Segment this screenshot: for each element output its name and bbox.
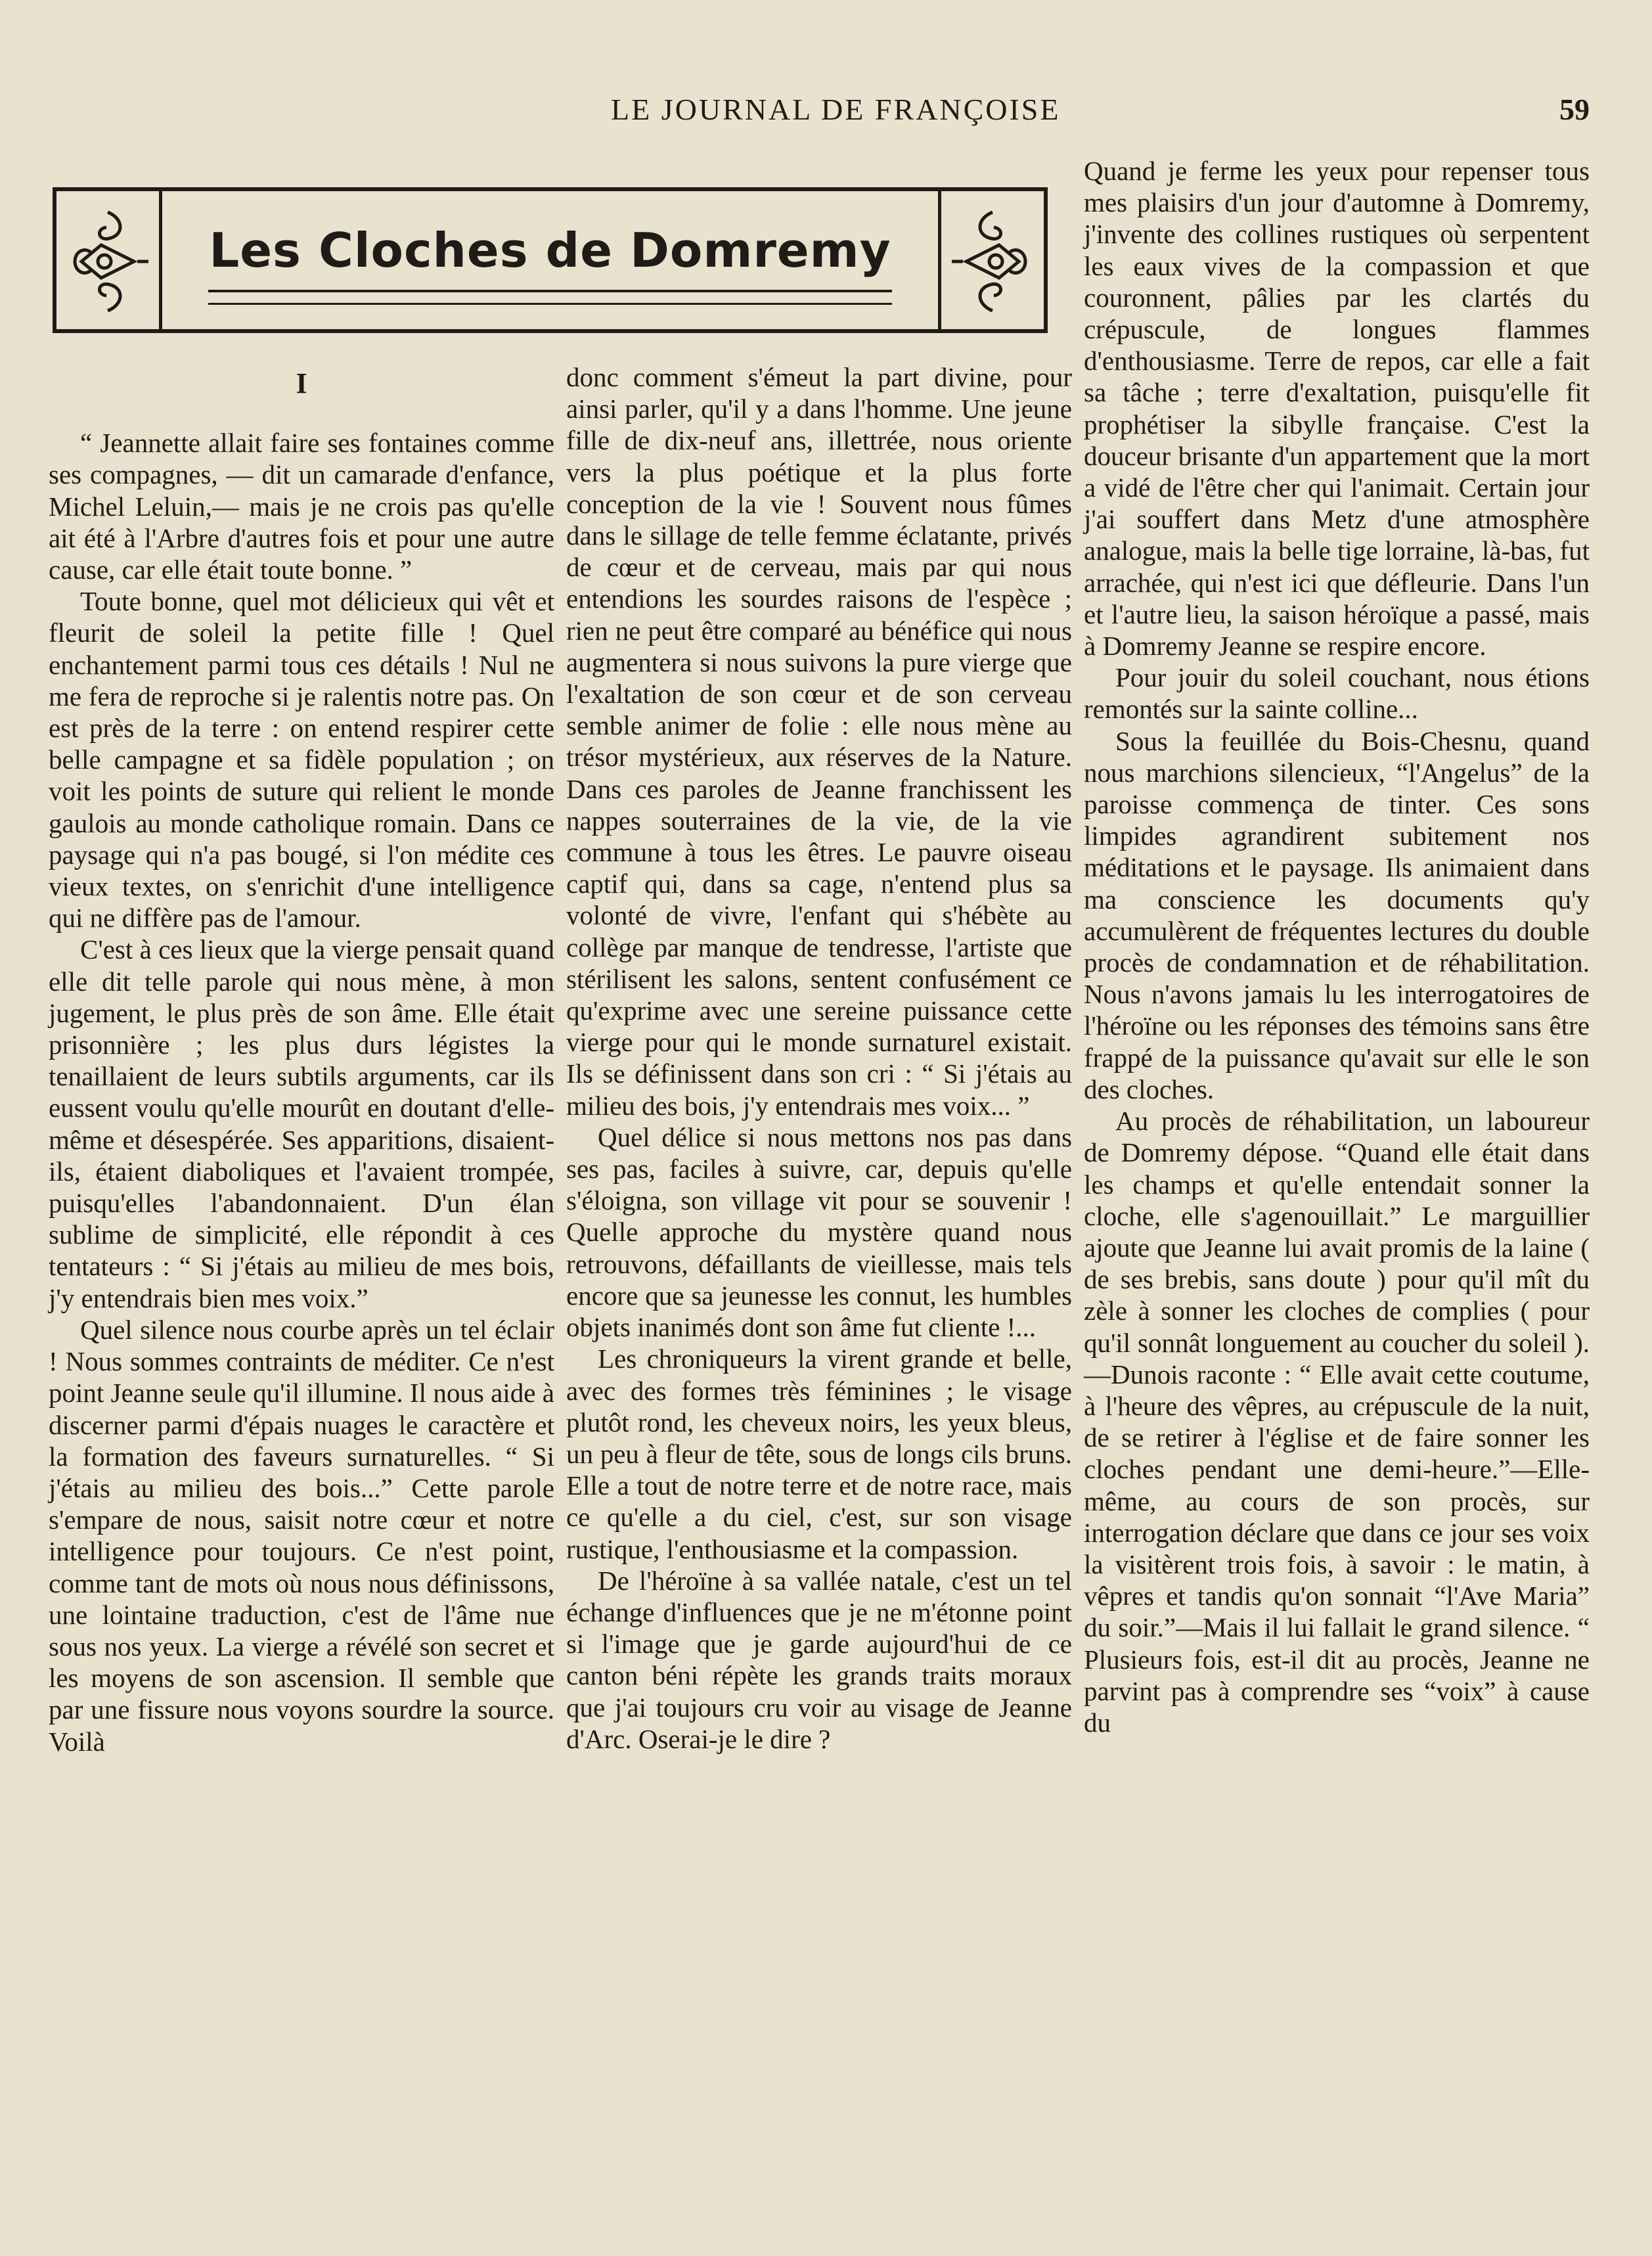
paragraph: Toute bonne, quel mot délicieux qui vêt et fleurit de soleil la petite fille ! Quel enchantement parmi tous ces détails ! Nul ne me fera de reproche si je ralentis notre pas. On est près de la terre : on entend respirer cette belle campagne et sa fidèle population ; on voit les points de suture qui relient le monde gaulois au monde catholique romain. Dans ce paysage qui n'a pas bougé, si l'on médite ces vieux textes, on s'enrichit d'une intelligence qui ne diffère pas de l'amour. xyxy=(49,586,554,934)
article-title: Les Cloches de Domremy xyxy=(209,223,891,278)
paragraph: Les chroniqueurs la virent grande et belle, avec des formes très féminines ; le visage plutôt rond, les cheveux noirs, les yeux bleus, un peu à fleur de tête, sous de longs cils bruns. Elle a tout de notre terre et de notre race, mais ce qu'elle a du ciel, c'est, sur son visage rustique, l'enthousiasme et la compassion. xyxy=(566,1343,1072,1564)
text-column-3 xyxy=(1084,155,1590,1738)
paragraph: Au procès de réhabilitation, un laboureur de Domremy dépose. “Quand elle était dans les champs et qu'elle entendait sonner la cloche, elle s'agenouillait.” Le marguillier ajoute que Jeanne lui avait promis de la laine ( de ses brebis, sans doute ) pour qu'il mît du zèle à sonner les cloches de complies ( pour qu'il sonnât longuement au coucher du soleil ).—Dunois raconte : “ Elle avait cette coutume, à l'heure des vêpres, au crépuscule de la nuit, de se retirer à l'église et de faire sonner les cloches pendant une demi-heure.”—Elle-même, au cours de son procès, sur interrogation déclare que dans ce jour ses voix la visitèrent trois fois, à savoir : le matin, à vêpres et tandis qu'on sonnait “l'Ave Maria” du soir.”—Mais il lui fallait le grand silence. “ Plusieurs fois, est-il dit au procès, Jeanne ne parvint pas à comprendre ses “voix” à cause du xyxy=(1084,1106,1590,1738)
paragraph: C'est à ces lieux que la vierge pensait quand elle dit telle parole qui nous mène, à mon jugement, le plus près de son âme. Elle était prisonnière ; les plus durs légistes la tenaillaient de leurs subtils arguments, car ils eussent voulu qu'elle mourût en doutant d'elle-même et désespérée. Ses apparitions, disaient-ils, étaient diaboliques et l'avaient trompée, puisqu'elles l'abandonnaient. D'un élan sublime de simplicité, elle répondit à ces tentateurs : “ Si j'étais au milieu de mes bois, j'y entendrais bien mes voix.” xyxy=(49,934,554,1313)
right-ornament-icon xyxy=(947,206,1038,317)
paragraph: donc comment s'émeut la part divine, pour ainsi parler, qu'il y a dans l'homme. Une jeune fille de dix-neuf ans, illettrée, nous oriente vers la plus poétique et la plus forte conception de la vie ! Souvent nous fûmes dans le sillage de telle femme éclatante, privés de cœur et de cerveau, mais par qui nous entendions les sourdes raisons de l'espèce ; rien ne peut être comparé au bénéfice qui nous augmentera si nous suivons la pure vierge que l'exaltation de son cœur et de son cerveau semble animer de folie : elle nous mène au trésor mystérieux, aux réserves de la Nature. Dans ces paroles de Jeanne franchissent les nappes souterraines de la vie, de la vie commune à tous les êtres. Le pauvre oiseau captif qui, dans sa cage, n'entend plus sa volonté de vivre, l'enfant qui s'hébète au collège par manque de tendresse, l'artiste que stérilisent les salons, sentent confusément ce qu'exprime avec une sereine puissance cette vierge pour qui le monde surnaturel existait. Ils se définissent dans son cri : “ Si j'étais au milieu des bois, j'y entendrais mes voix... ” xyxy=(566,362,1072,1121)
article-title-box xyxy=(53,187,1048,333)
paragraph: Quand je ferme les yeux pour repenser tous mes plaisirs d'un jour d'automne à Domremy, j'invente des collines rustiques où serpentent les eaux vives de la compassion et que couronnent, pâlies par les clartés du crépuscule, de longues flammes d'enthousiasme. Terre de repos, car elle a fait sa tâche ; terre d'exaltation, puisqu'elle fit prophétiser la sibylle française. C'est la douceur brisante d'un appartement que la mort a vidé de l'être cher qui l'animait. Certain jour j'ai souffert dans Metz d'une atmosphère analogue, mais la belle tige lorraine, là-bas, fut arrachée, qui n'est ici que défleurie. Dans l'un et l'autre lieu, la saison héroïque a passé, mais à Domremy Jeanne se respire encore. xyxy=(1084,156,1590,662)
page-number: 59 xyxy=(1559,93,1590,126)
title-underline xyxy=(208,290,892,305)
paragraph: “ Jeannette allait faire ses fontaines comme ses compagnes, — dit un camarade d'enfance, Michel Leluin,— mais je ne crois pas qu'elle ait été à l'Arbre d'autres fois et pour une autre cause, car elle était toute bonne. ” xyxy=(49,428,554,585)
text-column-1 xyxy=(49,368,554,1757)
section-numeral: I xyxy=(296,367,307,399)
paragraph: Quel silence nous courbe après un tel éclair ! Nous sommes contraints de méditer. Ce n'est point Jeanne seule qu'il illumine. Il nous aide à discerner parmi d'épais nuages le caractère et la formation des faveurs surnaturelles. “ Si j'étais au milieu des bois...” Cette parole s'empare de nous, saisit notre cœur et notre intelligence pour toujours. Ce n'est point, comme tant de mots où nous nous définissons, une lointaine traduction, c'est de l'âme nue sous nos yeux. La vierge a révélé son secret et les moyens de son ascension. Il semble que par une fissure nous voyons sourdre la source. Voilà xyxy=(49,1314,554,1757)
paragraph: Sous la feuillée du Bois-Chesnu, quand nous marchions silencieux, “l'Angelus” de la paroisse commença de tinter. Ces sons limpides agrandirent subitement nos méditations et le paysage. Ils animaient dans ma conscience les documents qu'y accumulèrent de fréquentes lectures du double procès de condamnation et de réhabilitation. Nous n'avons jamais lu les interrogatoires de l'héroïne ou les réponses des témoins sans être frappé de la puissance qu'avait sur elle le son des cloches. xyxy=(1084,725,1590,1104)
running-title: LE JOURNAL DE FRANÇOISE xyxy=(611,93,1061,126)
paragraph: De l'héroïne à sa vallée natale, c'est un tel échange d'influences que je ne m'étonne point si l'image que je garde aujourd'hui de ce canton béni répète les grands traits moraux que j'ai toujours cru voir au visage de Jeanne d'Arc. Oserai-je le dire ? xyxy=(566,1565,1072,1754)
paragraph: Pour jouir du soleil couchant, nous étions remontés sur la sainte colline... xyxy=(1084,662,1590,725)
title-panel xyxy=(159,191,941,329)
page-header xyxy=(591,92,1590,131)
paragraph: Quel délice si nous mettons nos pas dans ses pas, faciles à suivre, car, depuis qu'elle s'éloigna, son village vit pour se souvenir ! Quelle approche du mystère quand nous retrouvons, défaillants de vieillesse, mais tels encore que sa jeunesse les connut, les humbles objets inanimés dont son âme fut cliente !... xyxy=(566,1121,1072,1343)
text-column-2 xyxy=(566,361,1072,1755)
left-ornament-icon xyxy=(62,206,154,317)
